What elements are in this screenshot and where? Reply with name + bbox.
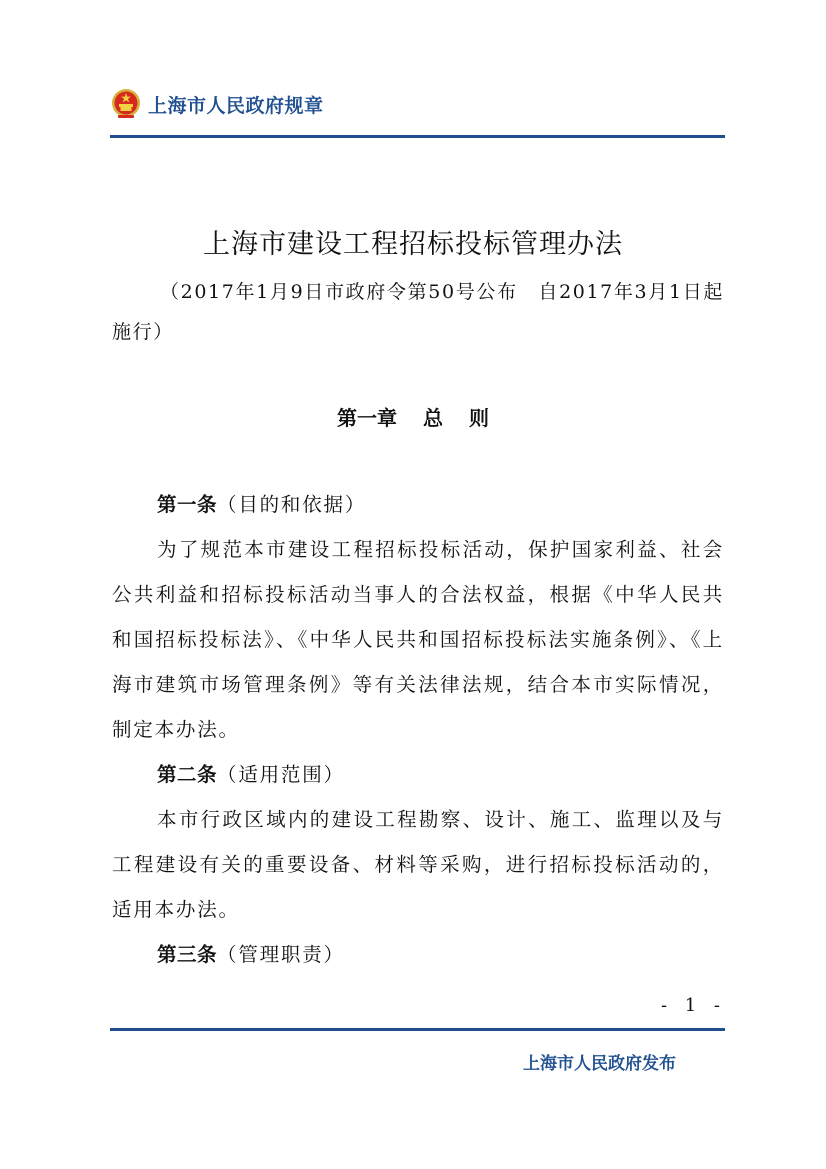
article-number: 第一条: [157, 493, 218, 516]
page-header: [110, 88, 324, 120]
chapter-number: 第一章: [337, 406, 397, 430]
national-emblem-icon: [110, 88, 142, 120]
article-paragraph: 为了规范本市建设工程招标投标活动，保护国家利益、社会公共利益和招标投标活动当事人的合法权益，根据《中华人民共和国招标投标法》、《中华人民共和国招标投标法实施条例》、《上海市建筑市场管理条例》等有关法律法规，结合本市实际情况，制定本办法。: [112, 538, 724, 741]
article-title: （管理职责）: [217, 943, 345, 966]
chapter-name-part1: 总: [423, 406, 443, 430]
article-number: 第二条: [157, 763, 218, 786]
article-heading: [112, 752, 724, 797]
article-number: 第三条: [157, 943, 218, 966]
footer-rule: [110, 1028, 725, 1031]
article-paragraph: 本市行政区域内的建设工程勘察、设计、施工、监理以及与工程建设有关的重要设备、材料等采购，进行招标投标活动的，适用本办法。: [112, 808, 724, 921]
chapter-name-part2: 则: [469, 406, 489, 430]
article-heading: [112, 482, 724, 527]
page-number: - 1 -: [660, 995, 726, 1016]
document-title: 上海市建设工程招标投标管理办法: [203, 229, 623, 260]
chapter-heading: [0, 402, 826, 431]
article-heading: [112, 932, 724, 977]
header-rule: [110, 135, 725, 138]
article-title: （适用范围）: [217, 763, 345, 786]
document-body: [112, 482, 724, 977]
footer-publisher: 上海市人民政府发布: [523, 1054, 676, 1074]
promulgation-note: （2017年1月9日市政府令第50号公布 自2017年3月1日起施行）: [112, 281, 724, 343]
header-title: 上海市人民政府规章: [148, 94, 324, 117]
article-title: （目的和依据）: [217, 493, 367, 516]
